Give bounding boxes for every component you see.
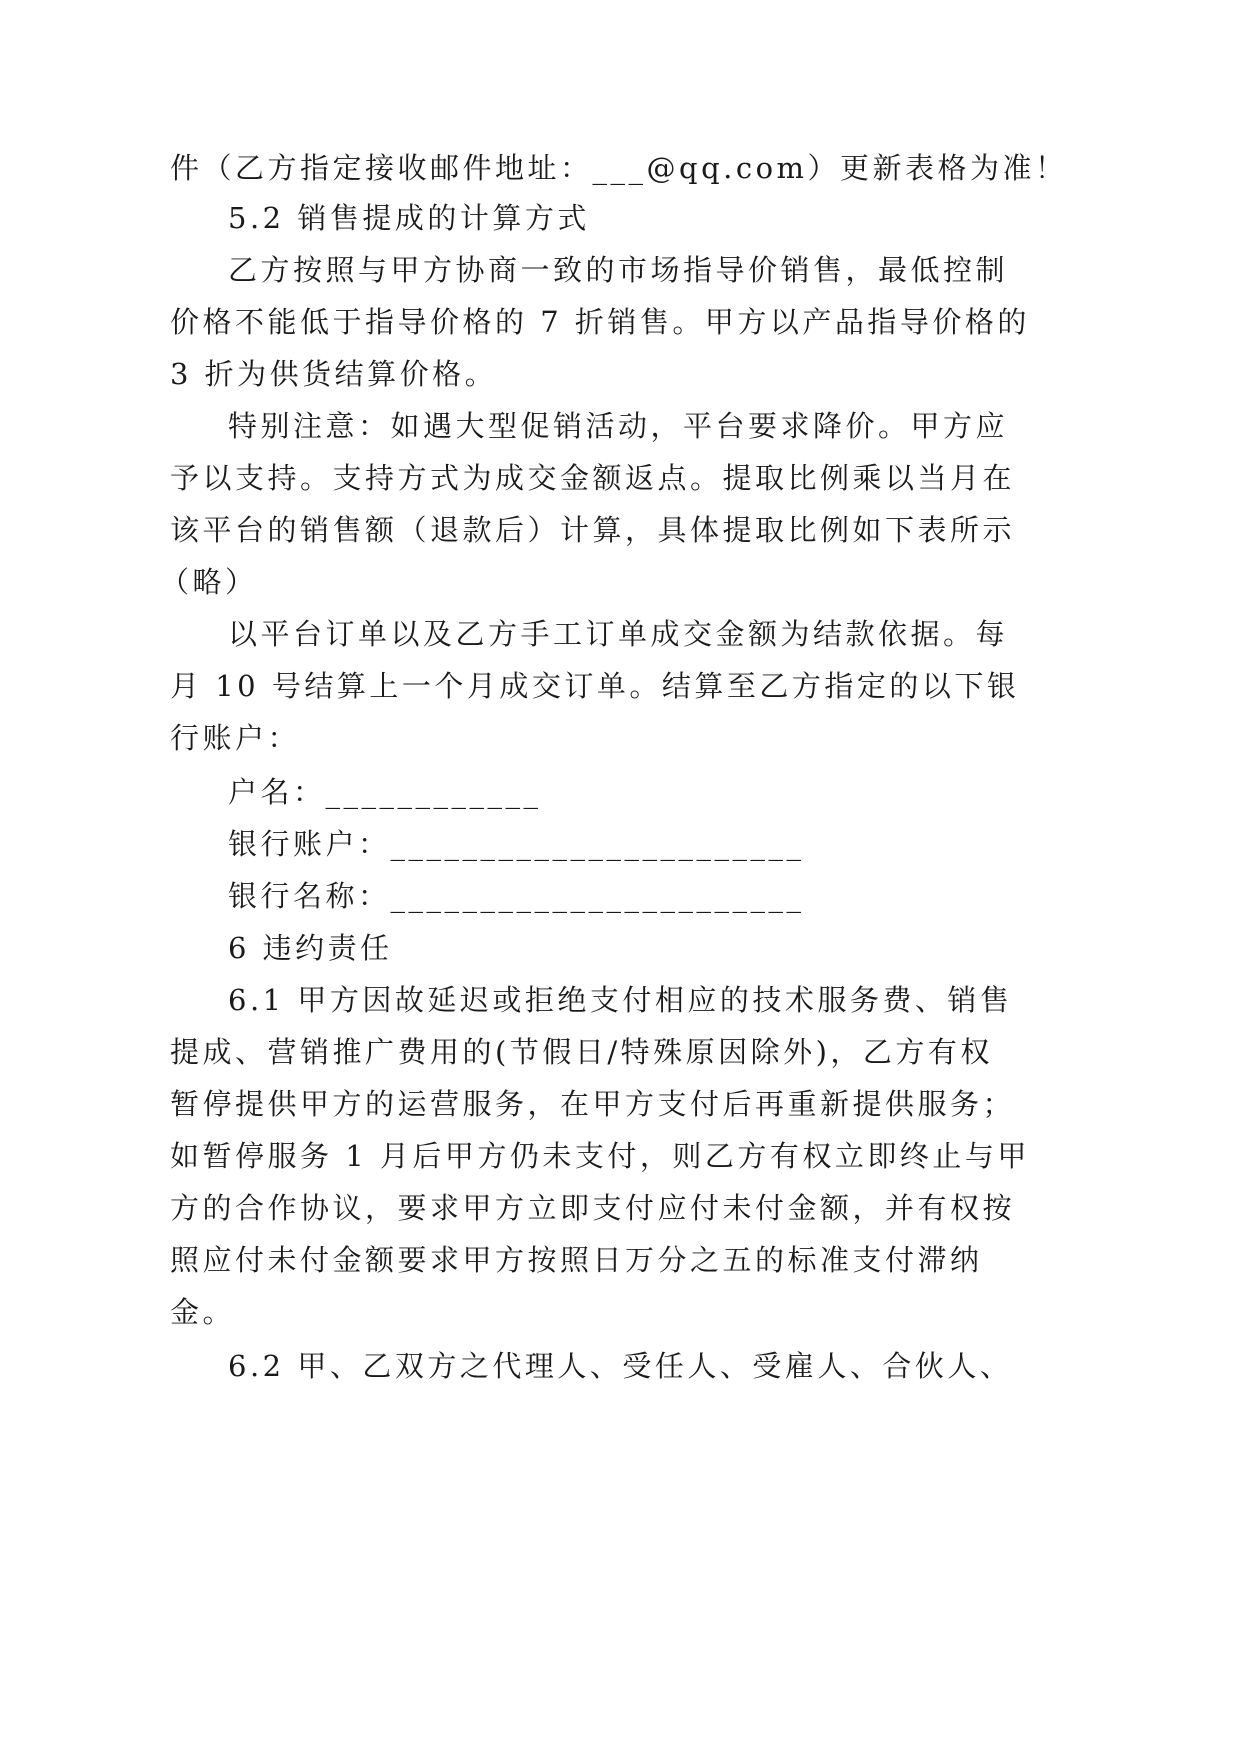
account-name-field: 户名：____________ xyxy=(228,775,542,809)
text-line: 件（乙方指定接收邮件地址：___@qq.com）更新表格为准！ xyxy=(170,151,1068,185)
bank-account-field: 银行账户：_______________________ xyxy=(228,827,805,861)
text-line: 该平台的销售额（退款后）计算，具体提取比例如下表所示 xyxy=(170,513,1016,547)
text-line: 行账户： xyxy=(170,721,301,755)
bank-name-field: 银行名称：_______________________ xyxy=(228,879,805,913)
text-line: 价格不能低于指导价格的 7 折销售。甲方以产品指导价格的 xyxy=(170,305,1030,339)
text-line: 月 10 号结算上一个月成交订单。结算至乙方指定的以下银 xyxy=(170,669,1020,703)
text-line: 方的合作协议，要求甲方立即支付应付未付金额，并有权按 xyxy=(170,1191,1016,1225)
text-line: 予以支持。支持方式为成交金额返点。提取比例乘以当月在 xyxy=(170,461,1016,495)
text-line: 特别注意：如遇大型促销活动，平台要求降价。甲方应 xyxy=(228,409,1009,443)
section-heading: 5.2 销售提成的计算方式 xyxy=(228,201,590,235)
text-line: 6.2 甲、乙双方之代理人、受任人、受雇人、合伙人、 xyxy=(228,1349,1013,1383)
text-line: 金。 xyxy=(170,1295,236,1329)
text-line: （略） xyxy=(160,565,258,599)
section-heading: 6 违约责任 xyxy=(228,931,393,965)
text-line: 提成、营销推广费用的(节假日/特殊原因除外)，乙方有权 xyxy=(170,1035,993,1069)
text-line: 6.1 甲方因故延迟或拒绝支付相应的技术服务费、销售 xyxy=(228,983,1013,1017)
text-line: 3 折为供货结算价格。 xyxy=(170,357,498,391)
text-line: 暂停提供甲方的运营服务，在甲方支付后再重新提供服务； xyxy=(170,1087,1016,1121)
text-line: 乙方按照与甲方协商一致的市场指导价销售，最低控制 xyxy=(228,253,1009,287)
text-line: 以平台订单以及乙方手工订单成交金额为结款依据。每 xyxy=(228,617,1009,651)
text-line: 如暂停服务 1 月后甲方仍未支付，则乙方有权立即终止与甲 xyxy=(170,1139,1030,1173)
text-line: 照应付未付金额要求甲方按照日万分之五的标准支付滞纳 xyxy=(170,1243,983,1277)
